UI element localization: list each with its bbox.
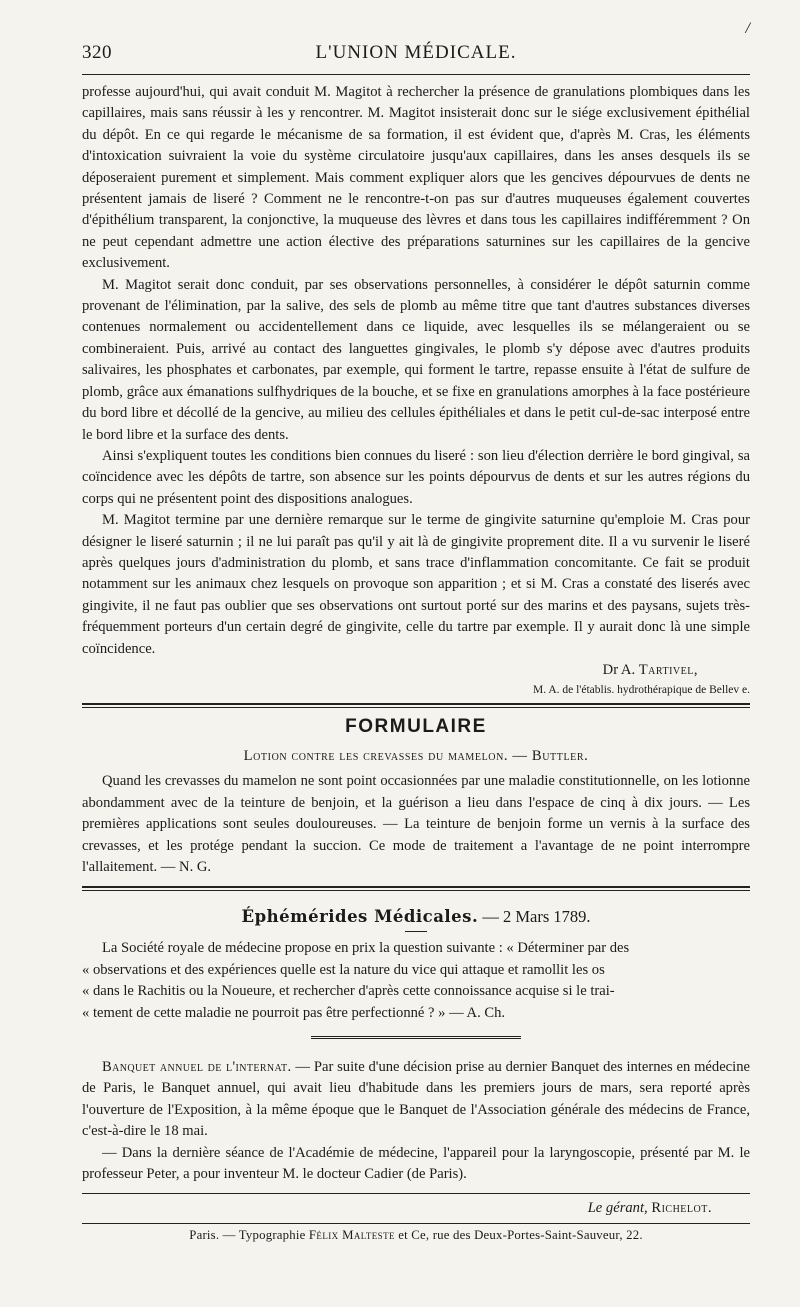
corner-mark: / (745, 20, 750, 37)
signature-prefix: Dr A. (602, 661, 636, 678)
formulaire-subtitle-text: Lotion contre les crevasses du mamelon. — (243, 748, 532, 765)
article-paragraph-1: professe aujourd'hui, qui avait conduit M. Magitot à rechercher la présence de granulations plombiques dans les capillaires, mais sans réussir à les y rencontrer. M. Magitot insisterait donc sur le siége exclusivement épithélial du dépôt. En ce qui regarde le mécanisme de sa formation, il est évident que, d'après M. Cras, les éléments d'intoxication suivraient la voie du système circulatoire jusqu'aux capillaires, dans les anses desquels ils se déposeraient purement et simplement. Mais comment expliquer alors que les gencives dépourvues de dents ne présentent jamais de liseré ? Comment ne le rencontre-t-on pas sur d'autres muqueuses également couvertes d'épithélium transparent, la conjonctive, la muqueuse des lèvres et dans tous les capillaires indifféremment ? On ne peut cependant admettre une action élective des préparations saturnines sur les capillaires de la gencive exclusivement. (82, 84, 750, 272)
printer-rule (82, 1223, 750, 1224)
ephemerides-title (82, 907, 750, 927)
ephemerides-title-date: — 2 Mars 1789. (482, 907, 591, 927)
gerant-line (82, 1200, 712, 1217)
article-paragraph-4: M. Magitot termine par une dernière remarque sur le terme de gingivite saturnine qu'emploie M. Cras pour désigner le liseré saturnin ; il ne lui paraît pas qu'il y ait là de gingivite proprement dite. Il a vu survenir le liseré après quelques jours d'administration du plomb, et sans trace d'inflammation concomitante. Ce fait se produit notamment sur les animaux chez lesquels on provoque son apparition ; et si M. Cras a constaté des liserés avec gingivite, il ne faut pas oublier que ses observations ont surtout porté sur des marins et des paysans, sujets très-fréquemment porteurs d'un certain degré de gingivite, celle du tartre par exemple. Il y aurait donc là une simple coïncidence. (82, 512, 750, 657)
author-signature (82, 660, 750, 681)
footer-rule (82, 1193, 750, 1194)
formulaire-subtitle (82, 748, 750, 765)
news-item-1-lead: Banquet annuel de l'internat. (102, 1059, 292, 1076)
page-body (82, 82, 750, 1243)
news-divider (311, 1036, 521, 1039)
formulaire-section (82, 716, 750, 878)
page-header (82, 20, 750, 72)
formulaire-title: FORMULAIRE (345, 716, 487, 738)
printer-imprint (82, 1228, 750, 1243)
ephemerides-line-1: La Société royale de médecine propose en prix la question suivante : « Déterminer par des (102, 940, 630, 957)
ephemerides-title-label: Éphémérides Médicales. (241, 907, 479, 927)
news-item-2: — Dans la dernière séance de l'Académie de médecine, l'appareil pour la laryngoscopie, présenté par M. le professeur Peter, a pour inventeur M. le docteur Cadier (de Paris). (82, 1144, 750, 1183)
news-section (82, 1057, 750, 1185)
ephemerides-line-3: « dans le Rachitis ou la Noueure, et rechercher d'après cette connoissance acquise si le trai- (82, 983, 615, 1000)
page-number: 320 (82, 42, 112, 63)
signature-name: Tartivel, (638, 661, 698, 678)
gerant-label: Le gérant, (587, 1200, 648, 1217)
article-paragraph-3: Ainsi s'expliquent toutes les conditions bien connues du liseré : son lieu d'élection derrière le bord gingival, sa coïncidence avec les dépôts de tartre, son absence sur les points dépourvus de dents et sur les autres régions du corps qui ne présentent point des dispositions analogues. (82, 447, 750, 507)
printer-name: Félix Malteste (308, 1228, 395, 1243)
running-title: L'UNION MÉDICALE. (315, 42, 517, 63)
header-rule (82, 74, 750, 75)
gerant-name: Richelot. (651, 1200, 712, 1217)
article-paragraph-2: M. Magitot serait donc conduit, par ses observations personnelles, à considérer le dépôt saturnin comme provenant de l'élimination, par la salive, des sels de plomb au même titre que tant d'autres substances diverses contenues normalement ou accidentellement dans ce liquide, avec lesquelles ils se mélangeraient ou se combineraient. Puis, arrivé au contact des languettes gingivales, le plomb s'y dépose avec d'autres produits salivaires, les phosphates et carbonates, par exemple, qui forment le tartre, repasse ensuite à l'état de sulfure de plomb, grâce aux émanations sulfhydriques de la bouche, et se fixe en granulations amorphes à la face postérieure du bord libre et décollé de la gencive, au milieu des cellules épithéliales et dans le petit cul-de-sac interposé entre le bord libre et la surface des dents. (82, 276, 750, 443)
ephemerides-line-2: « observations et des expériences quelle est la nature du vice qui attaque et ramollit les os (82, 961, 605, 978)
section-divider-ephemerides (82, 886, 750, 891)
ephemerides-line-4: « tement de cette maladie ne pourroit pas être perfectionné ? » — A. Ch. (82, 1004, 506, 1021)
news-item-1 (82, 1057, 750, 1143)
article (82, 82, 750, 699)
printer-suffix: et Ce, rue des Deux-Portes-Saint-Sauveur, 22. (398, 1228, 643, 1243)
printer-prefix: Paris. — Typographie (189, 1228, 306, 1243)
author-affiliation: M. A. de l'établis. hydrothérapique de Bellev e. (532, 684, 750, 697)
formulaire-subtitle-author: Buttler. (531, 748, 589, 765)
ephemerides-section (82, 907, 750, 1024)
section-divider-formulaire (82, 703, 750, 708)
news-item-1-text: — Par suite d'une décision prise au dernier Banquet des internes en médecine de Paris, le Banquet annuel, qui avait lieu d'habitude dans les premiers jours de mars, sera reporté après l'ouverture de l'Exposition, à la même époque que le Banquet de l'Association générale des médecins de France, c'est-à-dire le 18 mai. (82, 1059, 750, 1140)
formulaire-text: Quand les crevasses du mamelon ne sont point occasionnées par une maladie constitutionnelle, on les lotionne abondamment avec de la teinture de benjoin, et la guérison a lieu dans l'espace de cinq à dix jours. — Les premières applications sont seules douloureuses. — La teinture de benjoin forme un vernis à la surface des crevasses, et les protége pendant la succion. Ce mode de traitement a l'avantage de ne point interrompre l'allaitement. — N. G. (82, 773, 750, 875)
ephemerides-dash (405, 931, 427, 932)
